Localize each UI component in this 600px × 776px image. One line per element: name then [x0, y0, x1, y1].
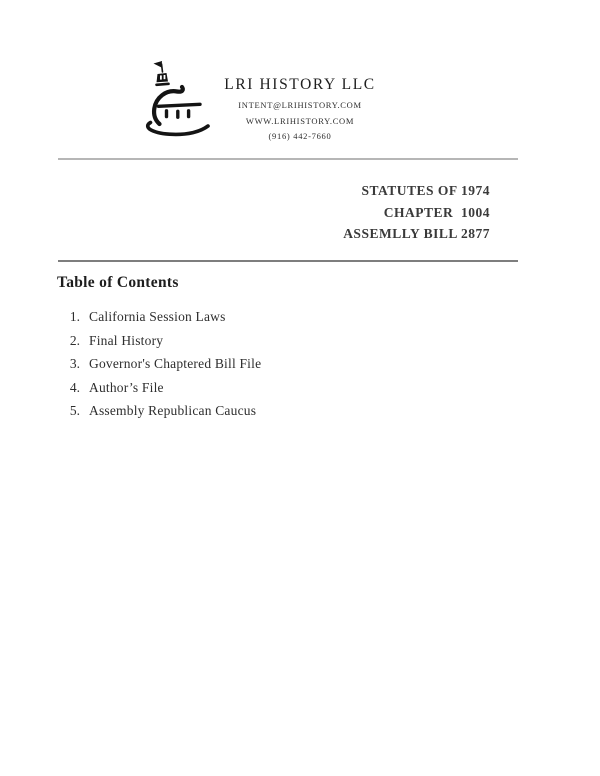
- contact-email: INTENT@LRIHISTORY.COM: [238, 100, 362, 110]
- toc-item-number: 2.: [69, 332, 80, 348]
- toc-item-number: 1.: [69, 309, 80, 324]
- statute-reference-block: [343, 180, 490, 245]
- toc-item-number: 4.: [69, 379, 80, 395]
- toc-item-number: 3.: [69, 356, 80, 371]
- statutes-year-line: STATUTES OF 1974: [361, 183, 490, 198]
- contact-website: WWW.LRIHISTORY.COM: [245, 115, 355, 126]
- toc-item-label: California Session Laws: [89, 309, 226, 324]
- toc-item-label: Assembly Republican Caucus: [89, 403, 257, 418]
- header-divider: [58, 158, 518, 160]
- toc-heading: Table of Contents: [57, 274, 179, 291]
- letterhead: [0, 76, 600, 145]
- contact-phone: (916) 442-7660: [268, 131, 332, 141]
- chapter-line: CHAPTER 1004: [383, 204, 490, 220]
- toc-item: [0, 310, 600, 324]
- toc-item-number: 5.: [69, 403, 80, 418]
- toc-item-label: Author’s File: [89, 379, 164, 395]
- toc-item-label: Final History: [89, 332, 164, 348]
- toc-item: [0, 334, 600, 348]
- toc-list: [0, 310, 600, 428]
- reference-divider: [58, 260, 518, 262]
- toc-item: [0, 381, 600, 395]
- toc-item: [0, 404, 600, 418]
- toc-item-label: Governor's Chaptered Bill File: [89, 356, 262, 371]
- company-name: LRI HISTORY LLC: [224, 76, 376, 93]
- assembly-bill-line: ASSEMLLY BILL 2877: [343, 226, 490, 241]
- toc-item: [0, 357, 600, 371]
